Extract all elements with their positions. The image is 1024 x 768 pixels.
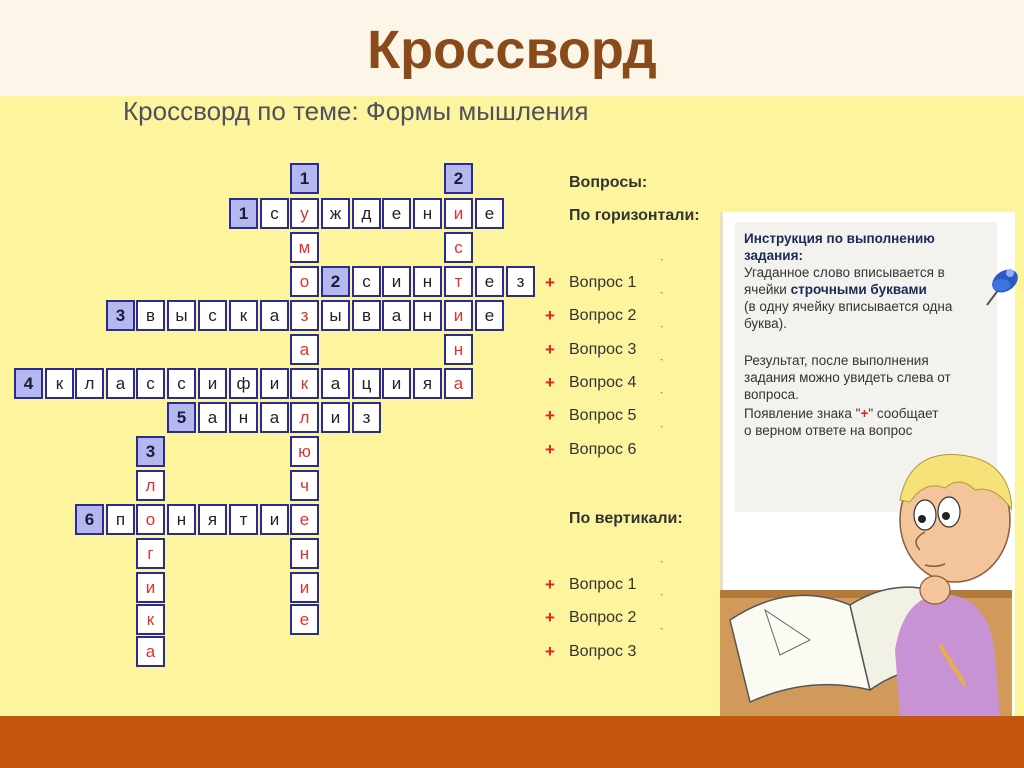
correct-mark: + — [545, 340, 555, 359]
letter-cell[interactable]: н — [413, 266, 442, 297]
question-h5-link[interactable]: Вопрос 5 — [569, 407, 637, 424]
slide-title: Кроссворд — [0, 0, 1024, 96]
tick-mark: ˋ — [660, 325, 664, 337]
number-cell: 4 — [14, 368, 43, 399]
question-h4-link[interactable]: Вопрос 4 — [569, 374, 637, 391]
letter-cell[interactable]: н — [413, 198, 442, 229]
question-h1-link[interactable]: Вопрос 1 — [569, 274, 637, 291]
letter-cell[interactable]: к — [290, 368, 319, 399]
letter-cell[interactable]: м — [290, 232, 319, 263]
letter-cell[interactable]: а — [321, 368, 350, 399]
letter-cell[interactable]: с — [136, 368, 165, 399]
letter-cell[interactable]: н — [290, 538, 319, 569]
letter-cell[interactable]: и — [382, 266, 411, 297]
correct-mark: + — [545, 273, 555, 292]
letter-cell[interactable]: в — [136, 300, 165, 331]
letter-cell[interactable]: и — [136, 572, 165, 603]
instruction-text-1: Угаданное слово вписывается в ячейки строчными буквами (в одну ячейку вписывается одна буква). — [744, 265, 953, 331]
question-v2-link[interactable]: Вопрос 2 — [569, 609, 637, 626]
question-h6-link[interactable]: Вопрос 6 — [569, 441, 637, 458]
number-cell: 2 — [444, 163, 473, 194]
number-cell: 1 — [229, 198, 258, 229]
tick-mark: ˋ — [660, 391, 664, 403]
letter-cell[interactable]: т — [444, 266, 473, 297]
letter-cell[interactable]: л — [75, 368, 104, 399]
instruction-title: Инструкция по выполнению задания: — [744, 231, 935, 263]
question-h2-link[interactable]: Вопрос 2 — [569, 307, 637, 324]
letter-cell[interactable]: в — [352, 300, 381, 331]
number-cell: 3 — [106, 300, 135, 331]
letter-cell[interactable]: ф — [229, 368, 258, 399]
letter-cell[interactable]: г — [136, 538, 165, 569]
tick-mark: ˋ — [660, 560, 664, 572]
letter-cell[interactable]: е — [290, 604, 319, 635]
letter-cell[interactable]: а — [198, 402, 227, 433]
letter-cell[interactable]: с — [444, 232, 473, 263]
letter-cell[interactable]: и — [321, 402, 350, 433]
letter-cell[interactable]: з — [352, 402, 381, 433]
letter-cell[interactable]: а — [106, 368, 135, 399]
letter-cell[interactable]: о — [136, 504, 165, 535]
correct-mark: + — [545, 575, 555, 594]
number-cell: 1 — [290, 163, 319, 194]
letter-cell[interactable]: н — [167, 504, 196, 535]
letter-cell[interactable]: т — [229, 504, 258, 535]
letter-cell[interactable]: ц — [352, 368, 381, 399]
letter-cell[interactable]: и — [444, 198, 473, 229]
letter-cell[interactable]: ы — [167, 300, 196, 331]
letter-cell[interactable]: з — [506, 266, 535, 297]
letter-cell[interactable]: ч — [290, 470, 319, 501]
letter-cell[interactable]: и — [290, 572, 319, 603]
horizontal-title: По горизонтали: — [569, 207, 700, 224]
letter-cell[interactable]: л — [290, 402, 319, 433]
thinking-student-illustration — [720, 440, 1012, 716]
tick-mark: ˋ — [660, 258, 664, 270]
letter-cell[interactable]: с — [167, 368, 196, 399]
correct-mark: + — [545, 608, 555, 627]
letter-cell[interactable]: ж — [321, 198, 350, 229]
letter-cell[interactable]: а — [260, 402, 289, 433]
letter-cell[interactable]: н — [444, 334, 473, 365]
letter-cell[interactable]: к — [229, 300, 258, 331]
letter-cell[interactable]: к — [45, 368, 74, 399]
question-v3-link[interactable]: Вопрос 3 — [569, 643, 637, 660]
letter-cell[interactable]: л — [136, 470, 165, 501]
letter-cell[interactable]: е — [382, 198, 411, 229]
number-cell: 5 — [167, 402, 196, 433]
instruction-text-2: Результат, после выполнения задания можно увидеть слева от вопроса. — [744, 353, 951, 402]
letter-cell[interactable]: а — [290, 334, 319, 365]
letter-cell[interactable]: к — [136, 604, 165, 635]
letter-cell[interactable]: ю — [290, 436, 319, 467]
instruction-text-3: Появление знака "+" сообщает о верном ответе на вопрос — [744, 406, 939, 438]
letter-cell[interactable]: а — [260, 300, 289, 331]
pushpin-icon — [975, 255, 1024, 315]
letter-cell[interactable]: е — [475, 198, 504, 229]
letter-cell[interactable]: з — [290, 300, 319, 331]
letter-cell[interactable]: н — [413, 300, 442, 331]
tick-mark: ˋ — [660, 425, 664, 437]
tick-mark: ˋ — [660, 593, 664, 605]
letter-cell[interactable]: я — [198, 504, 227, 535]
letter-cell[interactable]: и — [198, 368, 227, 399]
letter-cell[interactable]: о — [290, 266, 319, 297]
letter-cell[interactable]: ы — [321, 300, 350, 331]
letter-cell[interactable]: е — [475, 266, 504, 297]
letter-cell[interactable]: и — [382, 368, 411, 399]
question-v1-link[interactable]: Вопрос 1 — [569, 576, 637, 593]
tick-mark: ˋ — [660, 291, 664, 303]
letter-cell[interactable]: е — [475, 300, 504, 331]
correct-mark: + — [545, 642, 555, 661]
correct-mark: + — [545, 306, 555, 325]
letter-cell[interactable]: у — [290, 198, 319, 229]
number-cell: 3 — [136, 436, 165, 467]
vertical-title: По вертикали: — [569, 510, 683, 527]
tick-mark: ˋ — [660, 627, 664, 639]
tick-mark: ˋ — [660, 358, 664, 370]
number-cell: 2 — [321, 266, 350, 297]
letter-cell[interactable]: а — [382, 300, 411, 331]
letter-cell[interactable]: п — [106, 504, 135, 535]
letter-cell[interactable]: д — [352, 198, 381, 229]
correct-mark: + — [545, 373, 555, 392]
letter-cell[interactable]: с — [260, 198, 289, 229]
letter-cell[interactable]: я — [413, 368, 442, 399]
bottom-bar — [0, 716, 1024, 768]
question-h3-link[interactable]: Вопрос 3 — [569, 341, 637, 358]
letter-cell[interactable]: и — [260, 504, 289, 535]
letter-cell[interactable]: н — [229, 402, 258, 433]
correct-mark: + — [545, 440, 555, 459]
crossword-heading: Кроссворд по теме: Формы мышления — [123, 96, 589, 126]
letter-cell[interactable]: с — [352, 266, 381, 297]
letter-cell[interactable]: и — [260, 368, 289, 399]
letter-cell[interactable]: а — [444, 368, 473, 399]
questions-title: Вопросы: — [569, 174, 648, 191]
letter-cell[interactable]: а — [136, 636, 165, 667]
correct-mark: + — [545, 406, 555, 425]
letter-cell[interactable]: и — [444, 300, 473, 331]
letter-cell[interactable]: с — [198, 300, 227, 331]
number-cell: 6 — [75, 504, 104, 535]
letter-cell[interactable]: е — [290, 504, 319, 535]
